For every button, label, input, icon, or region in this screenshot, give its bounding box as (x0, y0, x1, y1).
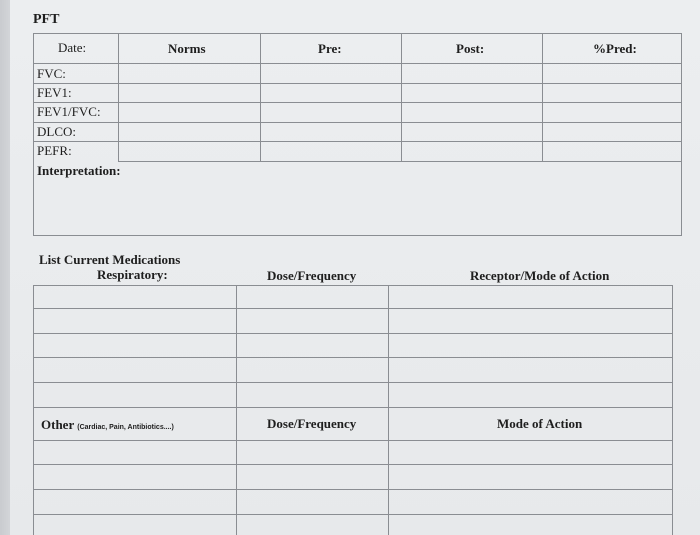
row-label-fev1: FEV1: (37, 85, 72, 100)
other-label: Other (Cardiac, Pain, Antibiotics....) (41, 417, 174, 432)
row-label-fvc: FVC: (37, 66, 66, 81)
other-action-header: Mode of Action (497, 416, 583, 431)
pft-title: PFT (33, 12, 60, 27)
row-label-pefr: PEFR: (37, 143, 72, 158)
interpretation-label: Interpretation: (37, 163, 121, 178)
row-label-dlco: DLCO: (37, 124, 76, 139)
medications-heading: List Current Medications (39, 252, 181, 267)
date-header: Date: (58, 40, 87, 55)
other-note: (Cardiac, Pain, Antibiotics....) (77, 424, 174, 431)
row-label-fev1-fvc: FEV1/FVC: (37, 104, 101, 119)
respiratory-label: Respiratory: (97, 267, 168, 282)
respiratory-dose-header: Dose/Frequency (267, 268, 357, 283)
pre-header: Pre: (318, 41, 342, 56)
pred-header: %Pred: (593, 41, 637, 56)
respiratory-action-header: Receptor/Mode of Action (470, 268, 610, 283)
norms-header: Norms (168, 41, 206, 56)
post-header: Post: (456, 41, 485, 56)
other-dose-header: Dose/Frequency (267, 416, 357, 431)
